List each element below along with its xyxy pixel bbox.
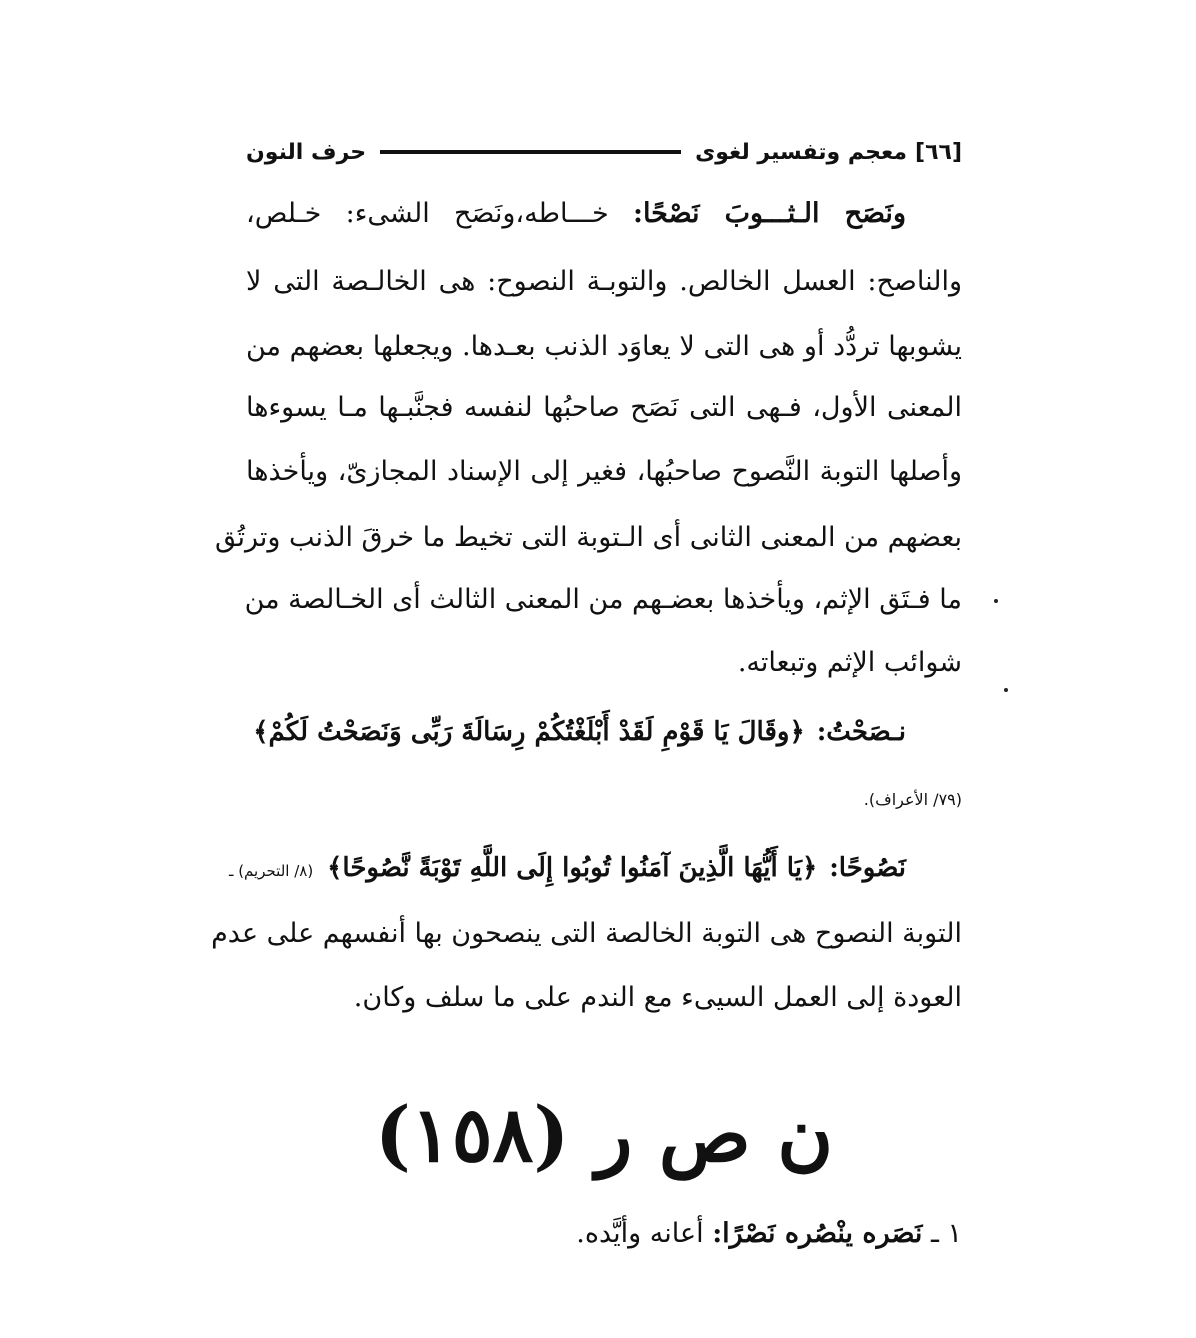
verse-lead: نـصَحْتُ: [816, 717, 906, 747]
entry-line [246, 1214, 962, 1254]
verse-line [246, 712, 962, 752]
verse-reference: (٨/ التحريم) ـ [229, 862, 314, 880]
paragraph-line: ما فـتَق الإثم، ويأخذها بعضـهم من المعنى الثالث أى الخـالصة من [244, 584, 962, 615]
quran-verse: ﴿يَا أَيُّهَا الَّذِينَ آمَنُوا تُوبُوا إِلَى اللَّهِ تَوْبَةً نَّصُوحًا﴾ [327, 853, 818, 883]
section-title: حرف النون [246, 139, 367, 165]
entry-text: أعانه وأيَّده. [576, 1218, 704, 1249]
entry-lead: نَصَره ينْصُره نَصْرًا: [712, 1218, 923, 1249]
paragraph-line: بعضهم من المعنى الثانى أى الـتوبة التى تخيط ما خرقَ الذنب وترتُق [214, 522, 962, 553]
entry-lead: ونَصَح الـثـــوبَ نَصْحًا: [632, 198, 906, 229]
paragraph-line: يشوبها تردُّد أو هى التى لا يعاوَد الذنب بعـدها. ويجعلها بعضهم من [246, 331, 962, 362]
book-title: معجم وتفسير لغوى [695, 139, 908, 165]
scan-speck [1004, 688, 1008, 692]
paragraph-line: المعنى الأول، فـهى التى نَصَح صاحبُها لنفسه فجنَّبـها مـا يسوءها [246, 392, 962, 423]
verse-line [229, 848, 962, 888]
paragraph-line: والناصح: العسل الخالص. والتوبـة النصوح: هى الخالـصة التى لا [246, 266, 962, 297]
paragraph-line: وأصلها التوبة النَّصوح صاحبُها، فغير إلى الإسناد المجازىّ، ويأخذها [246, 456, 962, 487]
paragraph-line: شوائب الإثم وتبعاته. [737, 647, 962, 678]
header-rule [380, 150, 681, 154]
page-header [246, 132, 962, 172]
entry-number: ١ ـ [930, 1218, 962, 1249]
paragraph-line [246, 194, 962, 234]
page-number: [٦٦] [915, 139, 962, 165]
verse-lead: نَصُوحًا: [829, 853, 906, 883]
paragraph-line: العودة إلى العمل السيىء مع الندم على ما سلف وكان. [353, 982, 962, 1013]
scan-speck [994, 599, 998, 603]
verse-reference: (٧٩/ الأعراف). [863, 790, 962, 809]
quran-verse: ﴿وقَالَ يَا قَوْمِ لَقَدْ أَبْلَغْتُكُمْ رِسَالَةَ رَبِّى وَنَصَحْتُ لَكُمْ﴾ [253, 717, 805, 747]
paragraph-line: التوبة النصوح هى التوبة الخالصة التى ينصحون بها أنفسهم على عدم [211, 918, 962, 949]
root-heading: ن ص ر (١٥٨) [374, 1090, 834, 1179]
entry-text: خـــاطه،ونَصَح الشىء: خـلص، [246, 198, 609, 229]
